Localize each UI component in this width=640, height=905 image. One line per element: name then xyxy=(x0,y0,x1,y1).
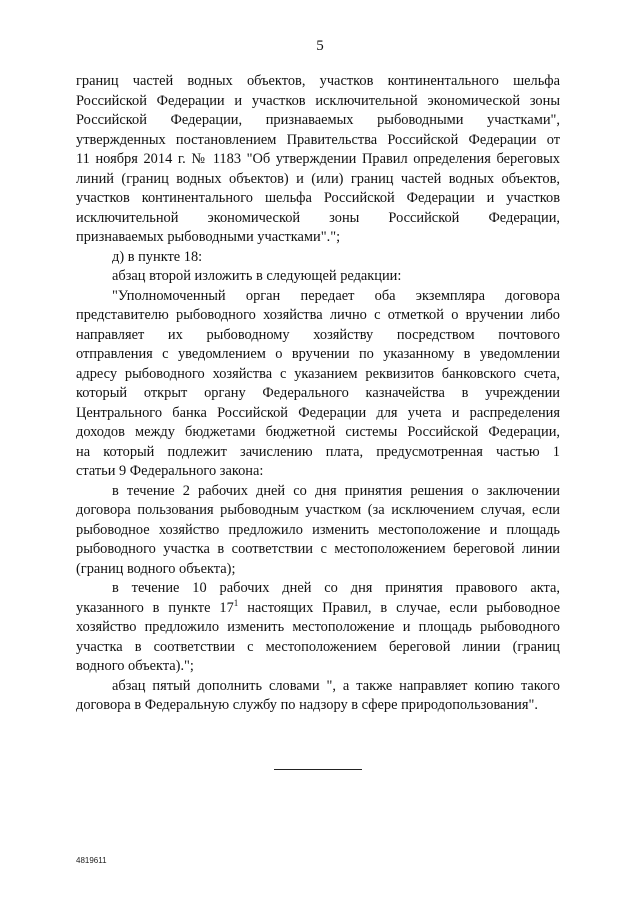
text-line: в течение 10 рабочих дней со дня принятия правового акта, xyxy=(112,580,560,596)
text-line: 11 ноября 2014 г. № 1183 "Об утверждении Правил определения береговых xyxy=(76,151,560,167)
text-line: водного объекта)."; xyxy=(76,658,194,674)
document-body xyxy=(76,72,560,716)
text-line: "Уполномоченный орган передает оба экземпляра договора xyxy=(112,287,560,304)
text-line: договора пользования рыбоводным участком (за исключением случая, если xyxy=(76,502,560,518)
text-fragment: указанного в пункте 17 xyxy=(76,599,234,616)
text-line: направляет их рыбоводному хозяйству посредством почтового xyxy=(76,326,560,343)
text-line: хозяйство предложило изменить местоположение и площадь рыбоводного xyxy=(76,619,560,635)
text-line: исключительной экономической зоны Российской Федерации, xyxy=(76,209,560,226)
text-line: статьи 9 Федерального закона: xyxy=(76,463,264,479)
text-line: адресу рыбоводного хозяйства с указанием реквизитов банковского счета, xyxy=(76,365,560,382)
text-line: линий (границ водных объектов) и (или) границ частей водных объектов, xyxy=(76,170,560,187)
text-line: Российской Федерации, признаваемых рыбоводными участками", xyxy=(76,112,560,128)
text-line: отправления с уведомлением о вручении по указанному в уведомлении xyxy=(76,346,560,362)
text-line: д) в пункте 18: xyxy=(112,248,203,265)
separator-line xyxy=(274,769,362,770)
page-number: 5 xyxy=(316,38,324,54)
text-line: абзац пятый дополнить словами ", а также направляет копию такого xyxy=(112,677,560,694)
text-line: договора в Федеральную службу по надзору в сфере природопользования". xyxy=(76,697,538,713)
text-line: утвержденных постановлением Правительства Российской Федерации от xyxy=(76,131,560,148)
text-line: на который подлежит зачислению плата, предусмотренная частью 1 xyxy=(76,443,560,460)
text-line: рыбоводного участка в соответствии с местоположением береговой линии xyxy=(76,541,560,557)
superscript: 1 xyxy=(233,597,239,608)
text-line: представителю рыбоводного хозяйства лично с отметкой о вручении либо xyxy=(76,307,560,323)
text-fragment: настоящих Правил, в случае, если рыбоводное xyxy=(238,599,560,616)
text-line: рыбоводное хозяйство предложило изменить местоположение и площадь xyxy=(76,521,560,538)
document-code: 4819611 xyxy=(76,856,107,865)
text-line: который открыт органу Федерального казначейства в учреждении xyxy=(76,385,560,401)
text-line: границ частей водных объектов, участков континентального шельфа xyxy=(76,73,560,89)
text-line: в течение 2 рабочих дней со дня принятия решения о заключении xyxy=(112,482,560,499)
text-line: (границ водного объекта); xyxy=(76,560,236,577)
text-line: Российской Федерации и участков исключительной экономической зоны xyxy=(76,92,560,109)
text-line: Центрального банка Российской Федерации для учета и распределения xyxy=(76,404,560,421)
text-line: доходов между бюджетами бюджетной системы Российской Федерации, xyxy=(76,424,560,440)
text-line: участков континентального шельфа Российской Федерации и участков xyxy=(76,190,560,206)
text-line: участка в соответствии с местоположением береговой линии (границ xyxy=(76,638,560,655)
text-line: абзац второй изложить в следующей редакции: xyxy=(112,268,402,284)
text-line: признаваемых рыбоводными участками"."; xyxy=(76,229,341,245)
text-line xyxy=(76,599,560,619)
